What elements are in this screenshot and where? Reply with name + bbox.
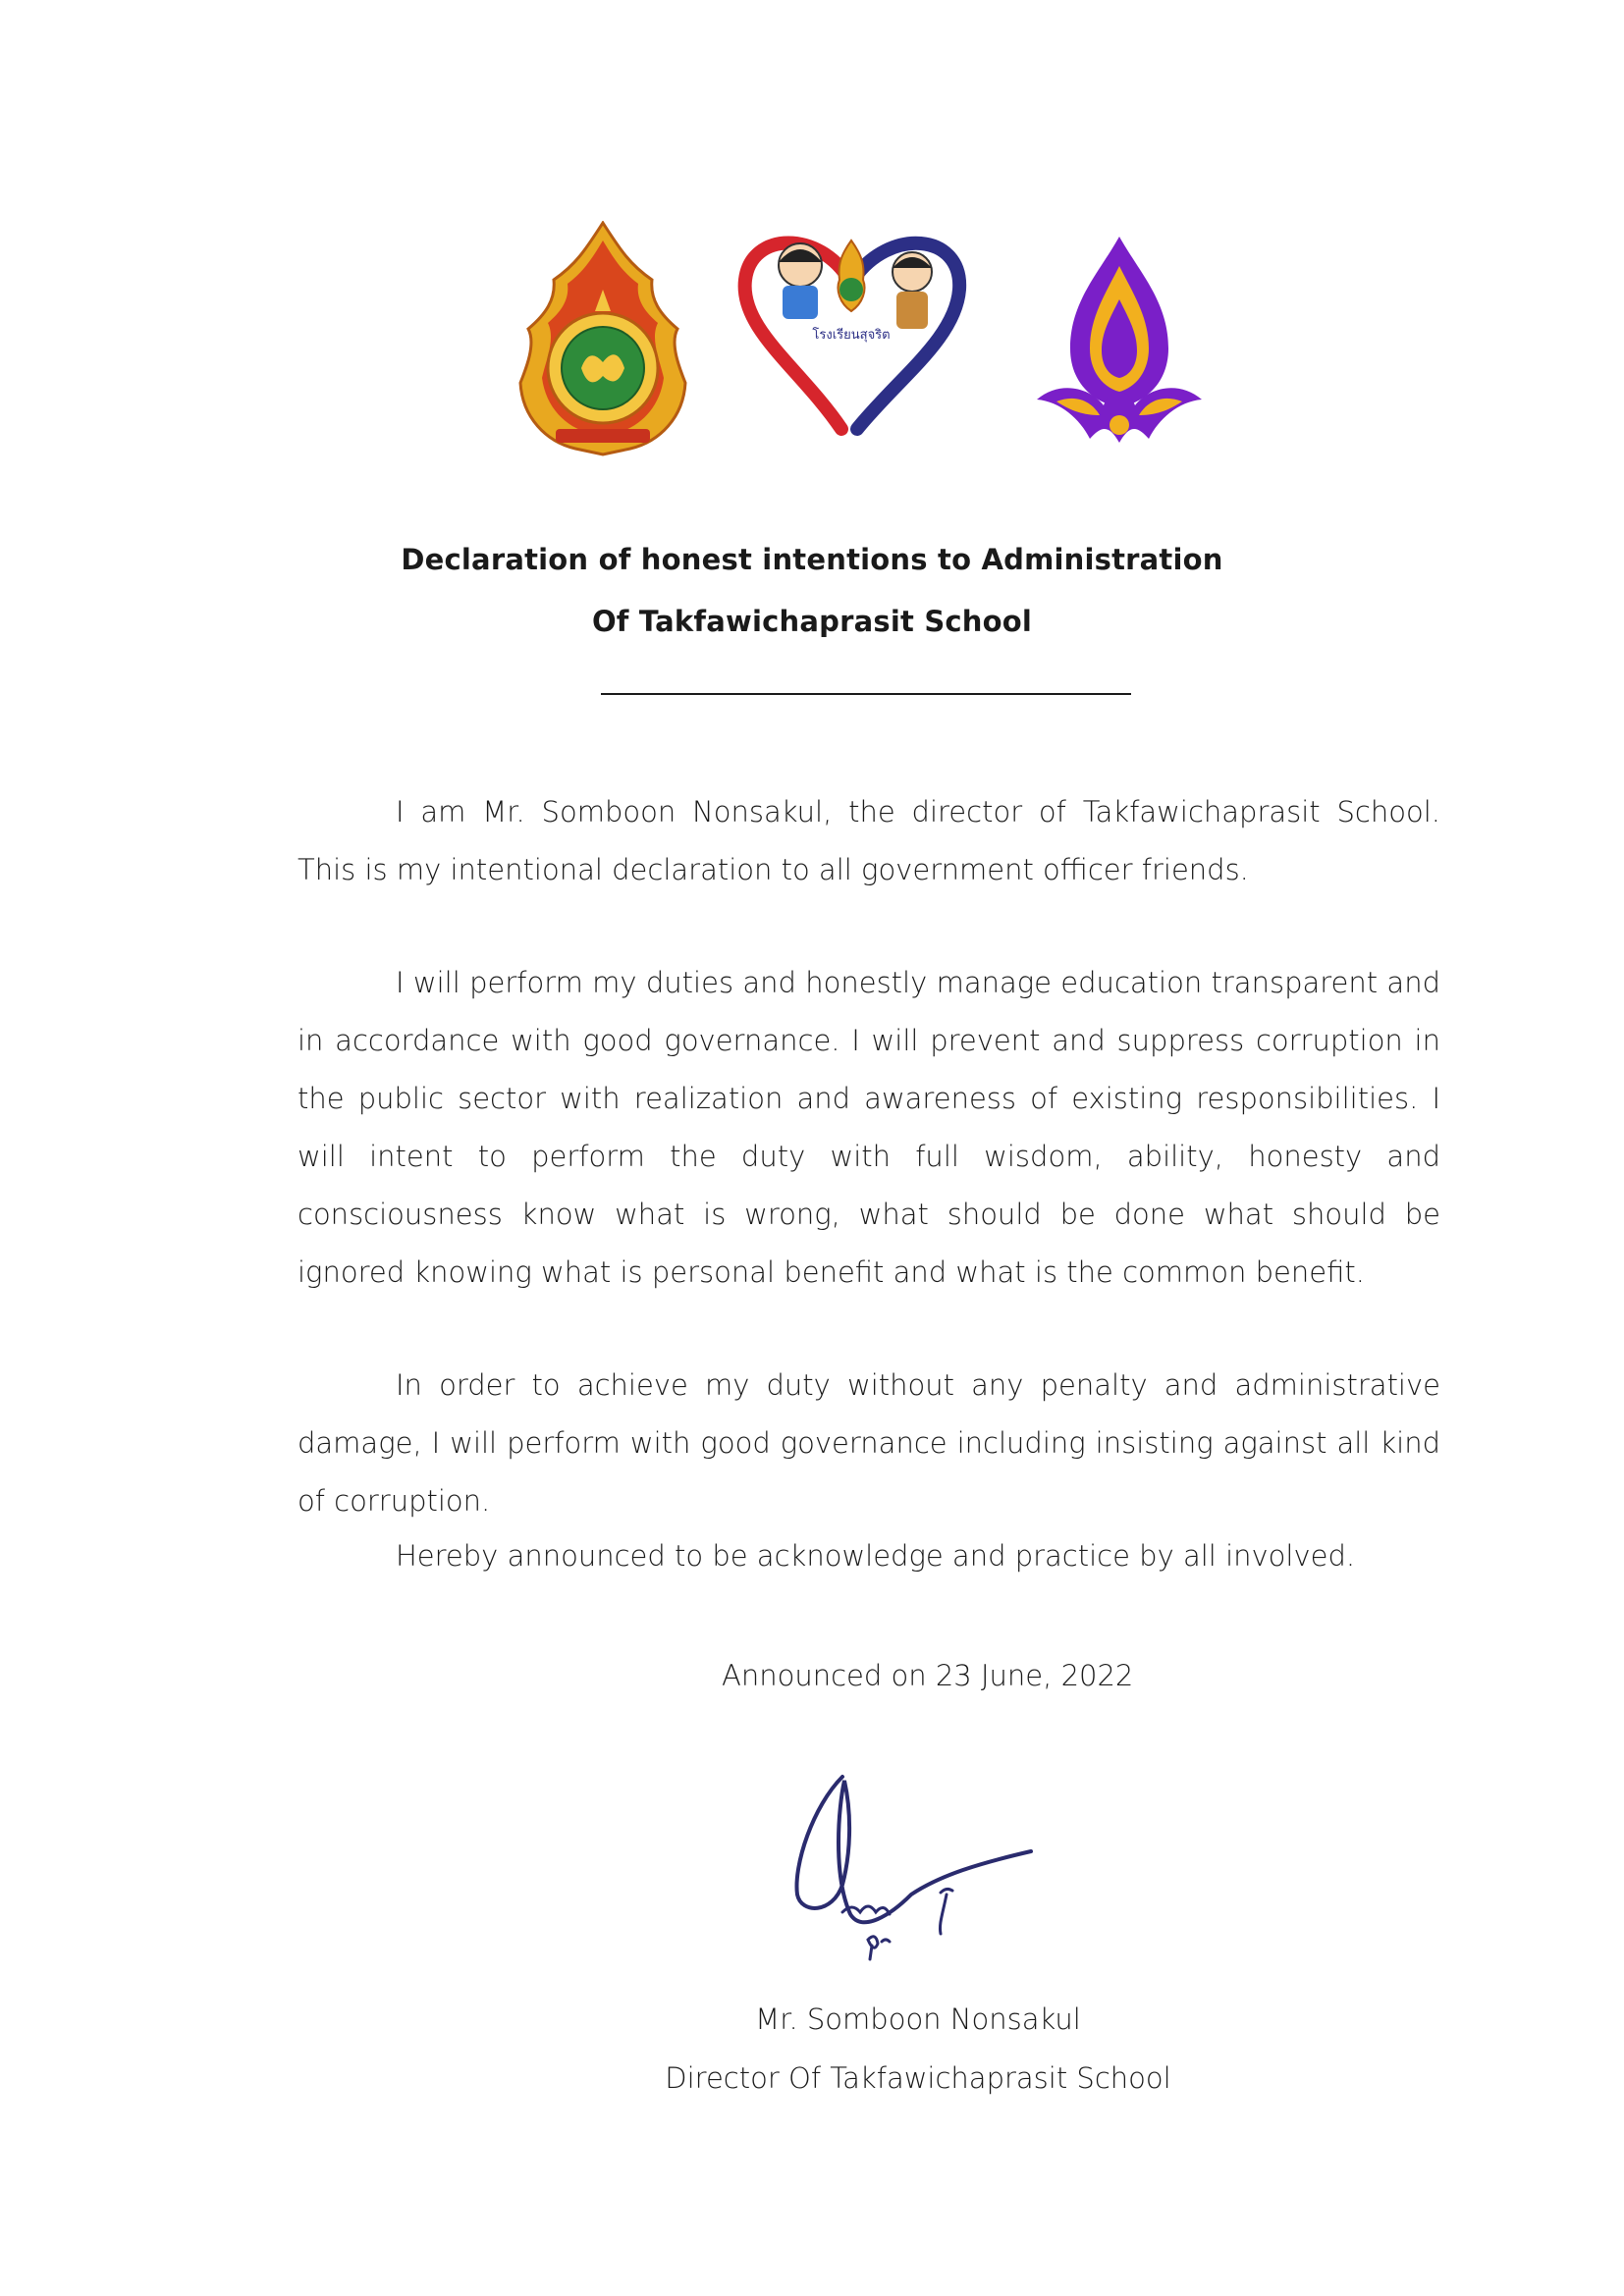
flame-emblem-icon <box>1031 233 1208 449</box>
honesty-school-heart-icon <box>731 221 972 437</box>
handwritten-signature-icon <box>774 1767 1039 1963</box>
announcement-date: Announced on 23 June, 2022 <box>722 1659 1134 1692</box>
logo-row <box>0 211 1624 466</box>
document-title-line2: Of Takfawichaprasit School <box>591 605 1033 638</box>
obec-emblem-icon <box>516 221 689 456</box>
signer-title: Director Of Takfawichaprasit School <box>665 2061 1171 2095</box>
declaration-paragraph: In order to achieve my duty without any penalty and administrative damage, I will perform with good governance including insisting against all kind of corruption. <box>298 1368 1440 1518</box>
document-title-line1: Declaration of honest intentions to Administration <box>401 543 1223 576</box>
svg-text:โรงเรียนสุจริต: โรงเรียนสุจริต <box>812 328 891 343</box>
title-underline-divider <box>601 693 1131 695</box>
declaration-paragraph: I will perform my duties and honestly manage education transparent and in accordance with good governance. I will prevent and suppress corruption in the public sector with realization and awareness of existing responsibilities. I will intent to perform the duty with full wisdom, ability, honesty and consciousness know what is wrong, what should be done what should be ignored knowing what is personal benefit and what is the common benefit. <box>298 966 1440 1289</box>
declaration-paragraph: I am Mr. Somboon Nonsakul, the director of Takfawichaprasit School. This is my intentional declaration to all government officer friends. <box>298 795 1440 886</box>
declaration-paragraph: Hereby announced to be acknowledge and practice by all involved. <box>396 1539 1356 1573</box>
signer-name: Mr. Somboon Nonsakul <box>755 2002 1081 2036</box>
